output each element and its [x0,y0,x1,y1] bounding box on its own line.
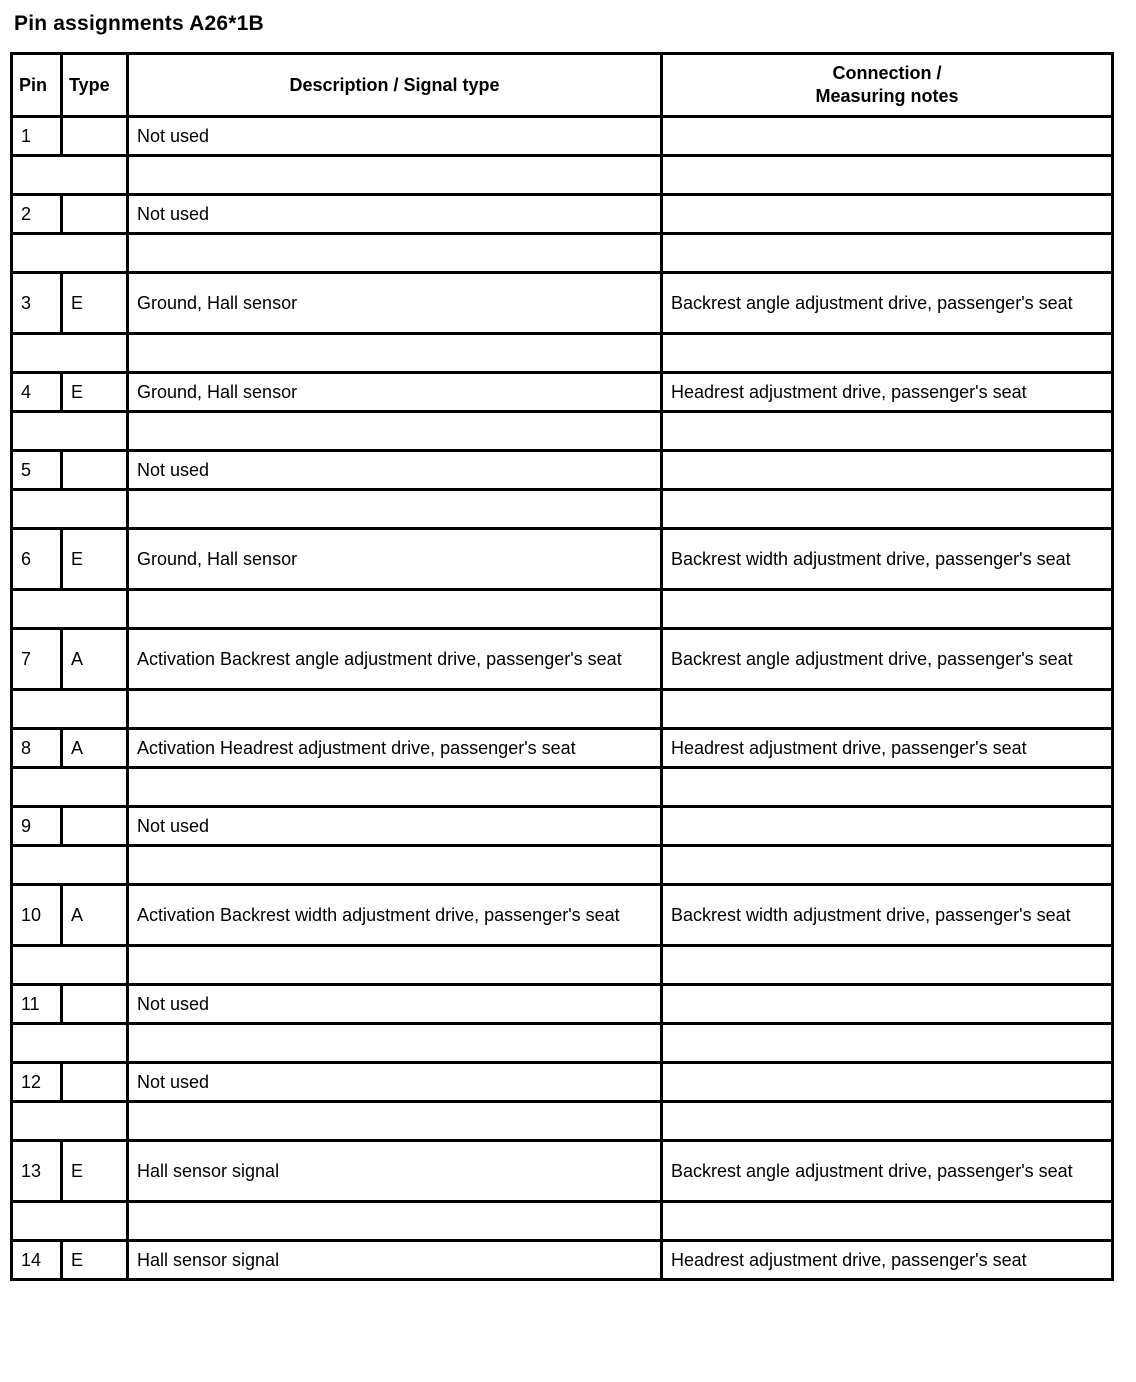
spacer-cell [662,946,1113,985]
cell-type: E [62,373,128,412]
cell-type: E [62,529,128,590]
header-type: Type [62,54,128,117]
cell-pin: 7 [12,629,62,690]
spacer-cell [662,156,1113,195]
spacer-cell [128,690,662,729]
cell-pin: 3 [12,273,62,334]
header-pin: Pin [12,54,62,117]
spacer-cell [662,590,1113,629]
cell-connection [662,1063,1113,1102]
spacer-row [12,1024,1113,1063]
cell-pin: 11 [12,985,62,1024]
cell-connection [662,117,1113,156]
spacer-cell [12,1024,128,1063]
cell-type: A [62,629,128,690]
table-row [12,807,1113,846]
spacer-cell [12,946,128,985]
table-row [12,1241,1113,1280]
spacer-cell [662,1102,1113,1141]
cell-pin: 5 [12,451,62,490]
spacer-cell [12,234,128,273]
cell-pin: 4 [12,373,62,412]
spacer-cell [128,946,662,985]
cell-connection [662,195,1113,234]
header-description: Description / Signal type [128,54,662,117]
cell-connection: Backrest angle adjustment drive, passenger's seat [662,1141,1113,1202]
spacer-cell [12,156,128,195]
cell-description: Hall sensor signal [128,1141,662,1202]
cell-description: Not used [128,451,662,490]
spacer-row [12,490,1113,529]
cell-description: Activation Headrest adjustment drive, passenger's seat [128,729,662,768]
cell-connection: Backrest width adjustment drive, passenger's seat [662,885,1113,946]
cell-pin: 14 [12,1241,62,1280]
header-connection-line2: Measuring notes [815,86,959,106]
spacer-cell [128,412,662,451]
table-row [12,729,1113,768]
header-connection [662,54,1113,117]
cell-connection [662,985,1113,1024]
cell-type: A [62,885,128,946]
spacer-row [12,1202,1113,1241]
table-row [12,529,1113,590]
table-row [12,117,1113,156]
cell-description: Not used [128,985,662,1024]
spacer-cell [12,1102,128,1141]
spacer-cell [662,690,1113,729]
spacer-row [12,768,1113,807]
spacer-cell [12,846,128,885]
spacer-cell [662,412,1113,451]
spacer-cell [662,768,1113,807]
table-row [12,451,1113,490]
cell-description: Not used [128,195,662,234]
table-row [12,629,1113,690]
spacer-cell [12,334,128,373]
cell-type: E [62,1241,128,1280]
cell-connection [662,807,1113,846]
cell-type [62,1063,128,1102]
spacer-row [12,590,1113,629]
spacer-cell [128,490,662,529]
cell-description: Activation Backrest angle adjustment drive, passenger's seat [128,629,662,690]
spacer-cell [128,768,662,807]
table-row [12,273,1113,334]
spacer-cell [662,1202,1113,1241]
spacer-row [12,846,1113,885]
spacer-cell [12,768,128,807]
spacer-cell [662,846,1113,885]
cell-connection: Headrest adjustment drive, passenger's seat [662,373,1113,412]
header-connection-line1: Connection / [832,63,942,83]
cell-pin: 2 [12,195,62,234]
spacer-row [12,1102,1113,1141]
cell-type [62,985,128,1024]
cell-description: Not used [128,1063,662,1102]
spacer-cell [128,156,662,195]
cell-description: Not used [128,117,662,156]
spacer-row [12,690,1113,729]
spacer-row [12,334,1113,373]
cell-connection: Backrest width adjustment drive, passenger's seat [662,529,1113,590]
page-title: Pin assignments A26*1B [14,12,264,35]
spacer-cell [12,412,128,451]
cell-pin: 8 [12,729,62,768]
table-row [12,195,1113,234]
spacer-cell [128,1102,662,1141]
cell-description: Ground, Hall sensor [128,529,662,590]
spacer-row [12,156,1113,195]
cell-type [62,451,128,490]
cell-description: Hall sensor signal [128,1241,662,1280]
spacer-cell [12,1202,128,1241]
cell-pin: 6 [12,529,62,590]
spacer-cell [128,1024,662,1063]
cell-type [62,807,128,846]
spacer-cell [662,490,1113,529]
spacer-cell [662,1024,1113,1063]
cell-pin: 12 [12,1063,62,1102]
cell-type: A [62,729,128,768]
cell-description: Activation Backrest width adjustment drive, passenger's seat [128,885,662,946]
spacer-cell [662,234,1113,273]
spacer-cell [12,690,128,729]
cell-description: Not used [128,807,662,846]
cell-type [62,117,128,156]
cell-type: E [62,273,128,334]
cell-pin: 9 [12,807,62,846]
cell-connection: Backrest angle adjustment drive, passenger's seat [662,629,1113,690]
spacer-cell [662,334,1113,373]
cell-description: Ground, Hall sensor [128,373,662,412]
table-row [12,985,1113,1024]
spacer-cell [12,590,128,629]
spacer-row [12,412,1113,451]
cell-type: E [62,1141,128,1202]
table-body [12,117,1113,1280]
cell-pin: 13 [12,1141,62,1202]
table-row [12,373,1113,412]
cell-connection: Headrest adjustment drive, passenger's seat [662,1241,1113,1280]
spacer-cell [128,590,662,629]
spacer-row [12,234,1113,273]
table-header-row [12,54,1113,117]
cell-connection [662,451,1113,490]
cell-pin: 1 [12,117,62,156]
cell-type [62,195,128,234]
pin-assignment-table [10,52,1114,1281]
spacer-cell [12,490,128,529]
spacer-row [12,946,1113,985]
spacer-cell [128,334,662,373]
cell-connection: Backrest angle adjustment drive, passenger's seat [662,273,1113,334]
spacer-cell [128,846,662,885]
cell-connection: Headrest adjustment drive, passenger's seat [662,729,1113,768]
table-row [12,1141,1113,1202]
cell-pin: 10 [12,885,62,946]
spacer-cell [128,1202,662,1241]
cell-description: Ground, Hall sensor [128,273,662,334]
table-row [12,885,1113,946]
spacer-cell [128,234,662,273]
table-row [12,1063,1113,1102]
